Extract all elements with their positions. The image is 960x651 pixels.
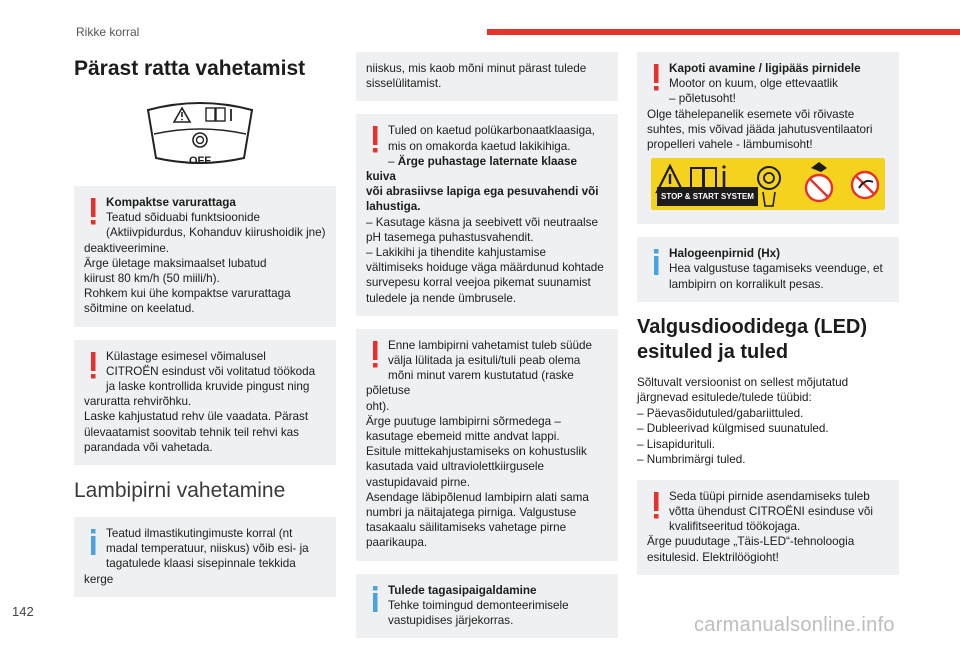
box-text: Külastage esimesel võimalusel CITROËN esindust või volitatud töökoda ja laske kontrollida kruvide pingust ning varuratta rehvirõhku. Laske kahjustatud rehv üle vaadata. Pärast ülevaatamist soovitab tehnik teil rehvi kas parandada või vahetada.: [84, 349, 316, 454]
box-heading: Kompaktse varurattaga: [106, 196, 236, 209]
section-title-led-lights: Valgusdioodidega (LED) esituled ja tuled: [637, 315, 868, 363]
warning-box-before-bulb-change: [356, 329, 618, 561]
column-3: [637, 52, 899, 588]
box-text: Hea valgustuse tagamiseks veenduge, et lambipirn on korralikult pesas.: [669, 262, 883, 291]
section-title-bulb-change: Lambipirni vahetamine: [74, 479, 286, 503]
warning-box-dealer-check: [74, 340, 336, 465]
stop-start-warning-label: [651, 158, 885, 210]
warning-exclamation-icon: [85, 197, 101, 227]
warning-box-polycarbonate: [356, 114, 618, 315]
info-icon: [85, 528, 101, 558]
info-icon: [648, 248, 664, 278]
box-text: niiskus, mis kaob mõni minut pärast tulede sisselülitamist.: [366, 62, 587, 91]
info-box-halogen: [637, 237, 899, 302]
led-types-paragraph: Sõltuvalt versioonist on sellest mõjutatud järgnevad esitulede/tulede tüübid: – Päevasõidutuled/gabariittuled. – Dubleerivad külgmised suunatuled. – Lisapidurituli. – Numbrimärgi tuled.: [637, 375, 849, 467]
warning-box-hood-opening: [637, 52, 899, 224]
box-text: Teatud ilmastikutingimuste korral (nt madal temperatuur, niiskus) võib esi- ja tagatulede klaasi sisepinnale tekkida kerge: [84, 527, 309, 586]
warning-exclamation-icon: [367, 340, 383, 370]
info-box-condensation: [74, 517, 336, 597]
off-label: OFF: [189, 155, 211, 167]
box-text: Tehke toimingud demonteerimisele vastupidises järjekorras.: [388, 598, 569, 628]
box-text: – Kasutage käsna ja seebivett või neutraalse pH tasemega puhastusvahendit. – Lakikihi ja tihendite kahjustamise vältimiseks hoiduge väga määrdunud kohtade survepesu korral veejoa pikemat suunamist tuledele ja nende ümbrusele.: [366, 215, 604, 305]
box-text: Mootor on kuum, olge ettevaatlik – põletusoht! Olge tähelepanelik esemete või rõivaste suhtes, mis võivad jääda jahutusventilaatori propelleri vahele - lämbumisoht!: [647, 77, 873, 152]
warning-panel-illustration: [144, 98, 256, 167]
section-title-after-wheel-change: Pärast ratta vahetamist: [74, 57, 306, 80]
box-heading: Halogeenpirnid (Hx): [669, 247, 781, 261]
dash: –: [388, 154, 398, 168]
warning-exclamation-icon: [367, 125, 383, 155]
warning-exclamation-icon: [648, 491, 664, 521]
box-heading: Tulede tagasipaigaldamine: [388, 583, 537, 597]
info-box-reinstall: [356, 574, 618, 639]
info-icon: [367, 585, 383, 615]
page-number: 142: [12, 604, 34, 619]
box-text: Teatud sõiduabi funktsioonide (Aktiivpidurdus, Kohanduv kiirushoidik jne) deaktiveerimine. Ärge ületage maksimaalset lubatud kiirust 80 km/h (50 miili/h). Rohkem kui ühe kompaktse varurattaga sõitmine on keelatud.: [84, 211, 326, 316]
box-text: Enne lambipirni vahetamist tuleb süüde välja lülitada ja esituli/tuli peab olema mõni minut varem kustutatud (raske põletuse oht). Ärge puutuge lambipirni sõrmedega – kasutage ebemeid mitte andvat lappi. Esitule mittekahjustamiseks on kohustuslik kasutada vaid ultraviolettkiirgusele vastupidavaid pirne. Asendage läbipõlenud lambipirn alati sama numbri ja näitajatega pirniga. Valgustuse tasakaalu säilitamiseks vahetage pirne paarikaupa.: [366, 338, 593, 550]
watermark: carmanualsonline.info: [694, 614, 895, 636]
bold-warning-text: Ärge puhastage laternate klaase kuiva või abrasiivse lapiga ega pesuvahendi või lahustiga.: [366, 154, 599, 214]
warning-box-led-replacement: [637, 480, 899, 575]
section-label: Rikke korral: [76, 25, 140, 39]
box-heading: Kapoti avamine / ligipääs pirnidele: [669, 62, 861, 75]
box-text: Seda tüüpi pirnide asendamiseks tuleb võtta ühendust CITROËNI esinduse või kvalifitseeritud töökojaga. Ärge puudutage „Täis-LED“-tehnoloogia esitulesid. Elektrilöögioht!: [647, 489, 873, 564]
column-2: [356, 52, 618, 651]
accent-bar: [487, 29, 960, 35]
warning-box-compact-spare: [74, 186, 336, 327]
warning-exclamation-icon: [85, 351, 101, 381]
warning-exclamation-icon: [648, 63, 664, 93]
box-lead-text: Tuled on kaetud polükarbonaatklaasiga, mis on omakorda kaetud lakikihiga.: [388, 124, 595, 153]
column-1: [74, 52, 336, 610]
info-box-continued: [356, 52, 618, 101]
stop-start-system-label: STOP & START SYSTEM: [657, 187, 758, 206]
